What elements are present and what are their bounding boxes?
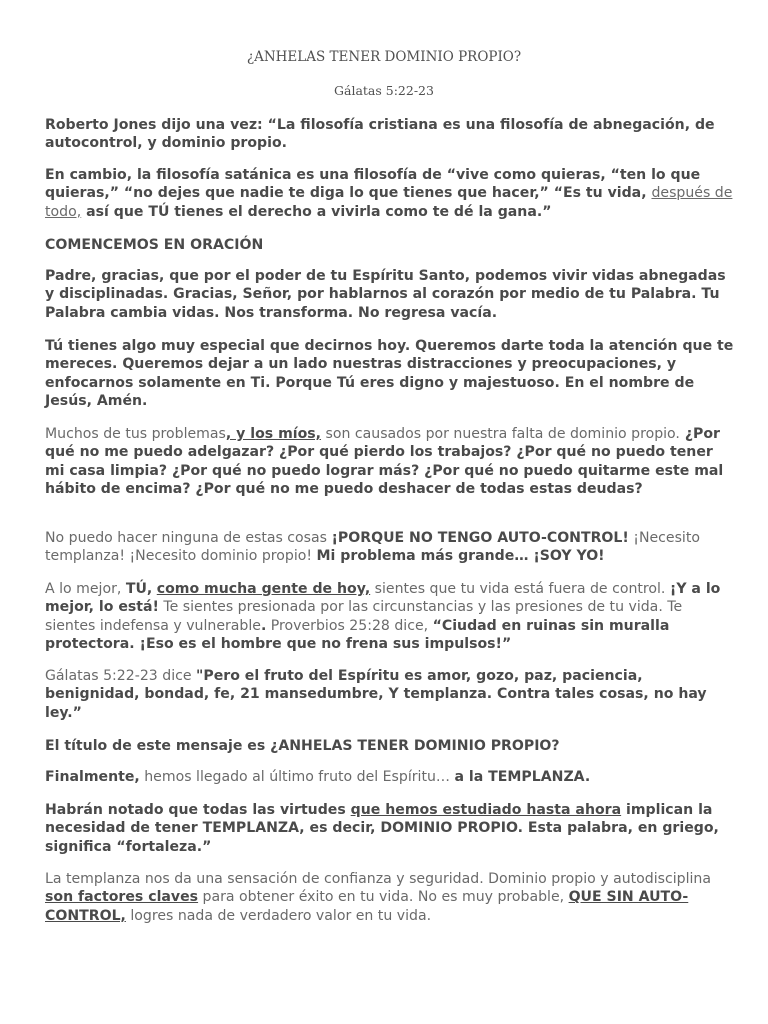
bold-text: TÚ, [125,581,153,597]
paragraph-text: sientes que tu vida está fuera de control. [370,581,670,597]
bold-text: . [260,617,267,634]
paragraph-text: así que TÚ tienes el derecho a vivirla como te dé la gana.” [81,203,552,220]
bold-text: ¡Y a lo mejor, lo está! [45,581,721,616]
paragraph-text: implican la necesidad de tener TEMPLANZA, es decir, DOMINIO PROPIO. Esta palabra, en griego, significa “fortaleza.” [45,802,719,855]
paragraph-galatas [45,667,735,722]
bold-text: Finalmente, [45,769,140,785]
underlined-link-despues-de-todo[interactable]: después de todo, [45,185,733,220]
paragraph-quote-intro [45,116,735,153]
paragraph-no-control [45,529,735,566]
bold-questions: ¿Por qué no me puedo adelgazar? ¿Por qué pierdo los trabajos? ¿Por qué no puedo tener mi casa limpia? ¿Por qué no puedo lograr más? ¿Por qué no puedo quitarme este mal hábito de encima? ¿Por qué no me puedo deshacer de todas estas deudas? [45,426,724,498]
heading-text: COMENCEMOS EN ORACIÓN [45,237,264,253]
paragraph-problems [45,425,735,499]
paragraph-text: Proverbios 25:28 dice, [266,617,433,634]
paragraph-message-title [45,737,735,755]
section-heading-oracion [45,236,735,254]
paragraph-text: Habrán notado que todas las virtudes [45,802,351,818]
bold-quote: “Ciudad en ruinas sin muralla protectora. ¡Eso es el hombre que no frena sus impulsos!” [45,617,670,653]
paragraph-text: Roberto Jones dijo una vez: “La filosofía cristiana es una filosofía de abnegación, de autocontrol, y dominio propio. [45,117,715,152]
paragraph-virtudes [45,801,735,856]
paragraph-text: para obtener éxito en tu vida. No es muy probable, [198,889,569,906]
underlined-text: que hemos estudiado hasta ahora [350,802,622,818]
paragraph-text: El título de este mensaje es ¿ANHELAS TENER DOMINIO PROPIO? [45,738,560,754]
underlined-text: QUE SIN AUTO-CONTROL, [45,889,689,924]
paragraph-text: Padre, gracias, que por el poder de tu Espíritu Santo, podemos vivir vidas abnegadas y disciplinadas. Gracias, Señor, por hablarnos al corazón por medio de tu Palabra. Tu Palabra cambia vidas. Nos transforma. No regresa vacía. [45,268,726,321]
document-title: ¿ANHELAS TENER DOMINIO PROPIO? [246,49,522,65]
paragraph-text: Te sientes presionada por las circunstancias y las presiones de tu vida. Te sientes indefensa y vulnerable [45,599,683,634]
underlined-text: como mucha gente de hoy, [156,581,371,597]
paragraph-text: Muchos de tus problemas [45,426,226,442]
bold-quote: "Pero el fruto del Espíritu es amor, gozo, paz, paciencia, benignidad, bondad, fe, 21 mansedumbre, Y templanza. Contra tales cosas, no hay ley.” [45,668,707,721]
paragraph-text: ¡Necesito templanza! ¡Necesito dominio propio! [45,530,700,565]
bold-text: a la TEMPLANZA. [454,769,591,785]
paragraph-satanic-philosophy [45,166,735,221]
paragraph-text: son causados por nuestra falta de dominio propio. [321,426,680,442]
paragraph-text: hemos llegado al último fruto del Espíritu… [139,769,455,785]
paragraph-text: A lo mejor, [45,581,126,597]
paragraph-text: Gálatas 5:22-23 dice [45,668,197,684]
underlined-text: son factores claves [45,889,199,906]
paragraph-text: La templanza nos da una sensación de confianza y seguridad. Dominio propio y autodisciplina [45,871,712,887]
underlined-text: , y los míos, [225,426,322,442]
paragraph-text: Tú tienes algo muy especial que decirnos hoy. Queremos darte toda la atención que te mereces. Queremos dejar a un lado nuestras distracciones y preocupaciones, y enfocarnos solamente en Ti. Porque Tú eres digno y majestuoso. En el nombre de Jesús, Amén. [45,338,734,410]
paragraph-text: logres nada de verdadero valor en tu vida. [125,907,432,924]
paragraph-prayer-1 [45,267,735,322]
paragraph-text: No puedo hacer ninguna de estas cosas [45,530,332,546]
paragraph-out-of-control [45,580,735,654]
scripture-reference: Gálatas 5:22-23 [334,83,434,98]
paragraph-finalmente [45,768,735,786]
paragraph-templanza [45,870,735,925]
paragraph-text: En cambio, la filosofía satánica es una filosofía de “vive como quieras, “ten lo que quieras,” “no dejes que nadie te diga lo que tienes que hacer,” “Es tu vida, [45,167,701,202]
bold-text: Mi problema más grande… ¡SOY YO! [316,548,605,565]
paragraph-prayer-2 [45,337,735,411]
bold-text: ¡PORQUE NO TENGO AUTO-CONTROL! [331,530,629,546]
